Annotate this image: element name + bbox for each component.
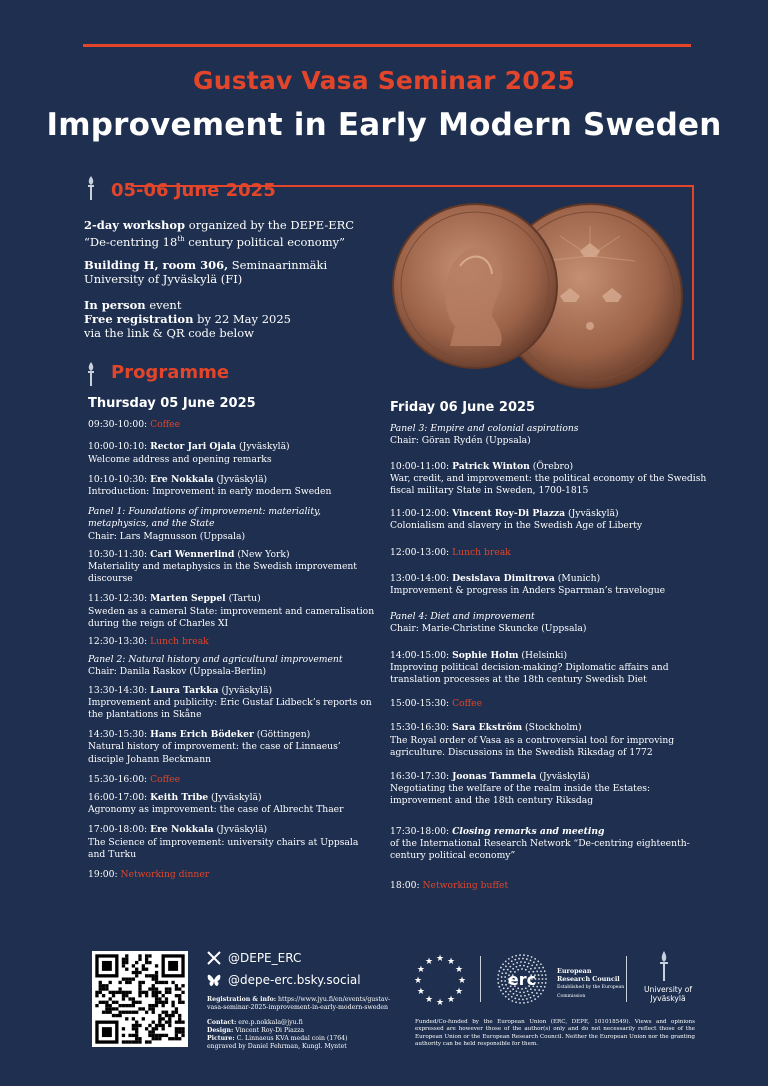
speaker-affiliation: (Helsinki)	[518, 649, 568, 661]
session-time: 18:00:	[390, 880, 420, 892]
programme-heading: Programme	[111, 362, 230, 383]
speaker-affiliation: (Jyväskylä)	[218, 684, 273, 696]
programme-item	[390, 547, 710, 559]
session-break: Coffee	[150, 419, 181, 431]
programme-item	[390, 650, 710, 687]
speaker-name: Joonas Tammela	[452, 771, 537, 783]
registration-text: by 22 May 2025	[193, 312, 291, 326]
svg-text:★: ★	[446, 956, 456, 967]
svg-text:★: ★	[446, 995, 456, 1006]
day2-column	[390, 402, 710, 900]
speaker-name: Ere Nokkala	[150, 824, 214, 836]
bluesky-handle[interactable]: @depe-erc.bsky.social	[228, 973, 361, 987]
talk-title: The Royal order of Vasa as a controversial tool for improving agriculture. Discussions in the Swedish Riksdag of 1772	[390, 734, 675, 758]
svg-text:★: ★	[416, 987, 425, 997]
programme-item	[88, 474, 378, 498]
session-time: 14:30-15:30:	[88, 729, 148, 741]
speaker-name: Marten Seppel	[150, 593, 226, 605]
session-time: 19:00:	[88, 869, 118, 881]
programme-item	[88, 636, 378, 648]
registration-info	[84, 298, 414, 340]
programme-item	[390, 722, 710, 759]
session-time: 12:30-13:30:	[88, 636, 148, 648]
torch-icon	[84, 361, 98, 387]
session-time: 10:00-11:00:	[390, 460, 450, 472]
speaker-affiliation: (Jyväskylä)	[208, 792, 262, 804]
speaker-name: Vincent Roy-Di Piazza	[452, 508, 566, 520]
erc-name	[557, 968, 627, 1000]
panel-chair: Chair: Marie-Christine Skuncke (Uppsala)	[390, 623, 587, 635]
programme-item	[390, 880, 710, 892]
session-time: 17:30-18:00:	[390, 825, 450, 837]
session-time: 11:00-12:00:	[390, 508, 450, 520]
speaker-affiliation: (Jyväskylä)	[213, 473, 268, 485]
talk-title: Natural history of improvement: the case of Linnaeus’ disciple Johann Beckmann	[88, 741, 341, 765]
speaker-affiliation: (Tartu)	[225, 593, 261, 605]
svg-text:★: ★	[435, 998, 445, 1008]
bluesky-butterfly-icon	[207, 974, 221, 987]
session-time: 16:00-17:00:	[88, 792, 148, 804]
day1-programme-list	[88, 419, 378, 881]
erc-line1: European	[557, 967, 592, 975]
panel-chair: Chair: Göran Rydén (Uppsala)	[390, 435, 531, 447]
erc-logo-icon	[492, 950, 552, 1008]
day1-column	[88, 398, 378, 887]
x-logo-icon	[207, 951, 221, 965]
session-time: 10:30-11:30:	[88, 548, 148, 560]
location-info	[84, 258, 414, 286]
talk-title: Agronomy as improvement: the case of Albrecht Thaer	[88, 804, 344, 816]
speaker-affiliation: (Jyväskylä)	[236, 441, 290, 453]
speaker-name: Laura Tarkka	[150, 684, 219, 696]
project-sup: th	[177, 235, 185, 243]
speaker-name: Carl Wennerlind	[150, 548, 235, 560]
talk-title: Improving political decision-making? Diplomatic affairs and translation processes at the 18th century Swedish Diet	[390, 661, 669, 686]
programme-item	[88, 729, 378, 766]
day2-heading: Friday 06 June 2025	[390, 400, 536, 415]
programme-panel	[88, 654, 378, 678]
programme-panel	[88, 506, 378, 543]
speaker-name: Ere Nokkala	[150, 473, 214, 485]
svg-text:★: ★	[435, 954, 445, 964]
programme-item	[390, 826, 710, 863]
talk-title: Colonialism and slavery in the Swedish Age of Liberty	[390, 520, 643, 532]
speaker-affiliation: (Jyväskylä)	[536, 771, 590, 783]
programme-item	[88, 441, 378, 465]
day2-programme-list	[390, 423, 710, 892]
panel-title: Panel 4: Diet and improvement	[390, 611, 535, 623]
seminar-series-title: Gustav Vasa Seminar 2025	[193, 66, 575, 95]
speaker-affiliation: (New York)	[234, 548, 290, 560]
svg-text:★: ★	[416, 965, 425, 975]
logo-divider	[480, 956, 481, 1002]
credits-text	[207, 1019, 397, 1051]
registration-qr-code[interactable]	[92, 951, 188, 1047]
panel-chair: Chair: Lars Magnusson (Uppsala)	[88, 530, 246, 542]
session-time: 15:30-16:00:	[88, 773, 148, 785]
programme-item	[88, 593, 378, 630]
svg-text:★: ★	[413, 976, 423, 986]
workshop-info	[84, 218, 414, 249]
programme-panel	[390, 423, 710, 447]
session-time: 13:30-14:30:	[88, 684, 148, 696]
speaker-name: Desislava Dimitrova	[452, 572, 555, 584]
svg-text:★: ★	[424, 995, 434, 1006]
project-name-end: century political economy”	[184, 234, 345, 249]
svg-text:★: ★	[424, 956, 434, 967]
page-title: Improvement in Early Modern Sweden	[46, 107, 722, 143]
programme-item	[88, 419, 378, 431]
workshop-label: 2-day workshop	[84, 218, 186, 232]
session-time: 10:10-10:30:	[88, 473, 148, 485]
talk-title: The Science of improvement: university chairs at Uppsala and Turku	[88, 836, 359, 860]
inperson-text: event	[145, 298, 182, 312]
picture-credit: C. Linnaeus KVA medal coin (1764)	[234, 1035, 348, 1042]
registration-link-text	[207, 996, 397, 1012]
talk-title: Introduction: Improvement in early modern Sweden	[88, 486, 332, 498]
speaker-affiliation: (Jyväskylä)	[213, 824, 268, 836]
session-time: 11:30-12:30:	[88, 593, 148, 605]
logo-divider	[626, 956, 627, 1002]
session-break: Networking dinner	[120, 869, 210, 881]
contact-email[interactable]: ere.p.nokkala@jyu.fi	[236, 1019, 303, 1026]
session-time: 15:00-15:30:	[390, 698, 450, 710]
programme-item	[390, 698, 710, 710]
project-name: “De-centring 18	[84, 234, 178, 249]
session-time: 09:30-10:00:	[88, 419, 148, 431]
top-rule	[83, 44, 691, 47]
eu-flag-stars-icon	[410, 950, 470, 1010]
university-torch-logo-icon	[657, 950, 671, 982]
torch-icon	[84, 175, 98, 201]
session-break: Coffee	[452, 698, 483, 710]
session-break: Lunch break	[452, 546, 511, 558]
speaker-affiliation: (Örebro)	[529, 460, 574, 472]
frame-rule-vertical	[692, 185, 694, 360]
design-credit: Vincent Roy-Di Piazza	[233, 1027, 305, 1034]
programme-item	[390, 573, 710, 597]
design-label: Design:	[207, 1027, 234, 1034]
eu-funding-disclaimer: Funded/Co-funded by the European Union (ERC, DEPE, 101018549). Views and opinions expressed are however those of the author(s) only and do not necessarily reflect those of the European Union or the European Research Council. Neither the European Union nor the granting authority can be held responsible for them.	[415, 1019, 695, 1047]
programme-item	[390, 771, 710, 808]
programme-panel	[390, 611, 710, 635]
talk-title: Improvement & progress in Anders Sparrman’s travelogue	[390, 585, 666, 597]
speaker-name: Hans Erich Bödeker	[150, 729, 254, 741]
inperson-label: In person	[84, 298, 146, 312]
svg-text:★: ★	[457, 976, 467, 986]
programme-item	[88, 549, 378, 586]
reg-label: Registration & info:	[207, 996, 277, 1003]
session-title: Closing remarks and meeting	[452, 825, 605, 837]
session-time: 16:30-17:30:	[390, 771, 450, 783]
programme-item	[88, 685, 378, 722]
speaker-affiliation: (Munich)	[554, 572, 601, 584]
speaker-affiliation: (Jyväskylä)	[565, 508, 619, 520]
location-line2: University of Jyväskylä (FI)	[84, 272, 243, 286]
medal-coin-image	[380, 196, 690, 396]
location-text: Seminaarinmäki	[228, 258, 328, 272]
picture-credit-line2: engraved by Daniel Fehrman, Kungl. Myntet	[207, 1043, 347, 1050]
programme-item	[88, 824, 378, 861]
programme-item	[88, 792, 378, 816]
session-time: 12:00-13:00:	[390, 546, 450, 558]
erc-line3: Established by the European Commission	[557, 985, 625, 999]
talk-title: Sweden as a cameral State: improvement and cameralisation during the reign of Charles XI	[88, 605, 375, 629]
picture-label: Picture:	[207, 1035, 235, 1042]
speaker-name: Rector Jari Ojala	[150, 441, 237, 453]
session-time: 15:30-16:30:	[390, 722, 450, 734]
session-time: 13:00-14:00:	[390, 572, 450, 584]
session-break: Networking buffet	[422, 880, 509, 892]
panel-title: Panel 1: Foundations of improvement: materiality, metaphysics, and the State	[88, 506, 321, 530]
svg-text:★: ★	[455, 987, 464, 997]
programme-item	[88, 774, 378, 786]
speaker-name: Sara Ekström	[452, 722, 523, 734]
speaker-name: Sophie Holm	[452, 649, 519, 661]
erc-line2: Research Council	[557, 974, 620, 983]
programme-item	[390, 461, 710, 498]
svg-text:★: ★	[455, 965, 464, 975]
programme-item	[390, 508, 710, 532]
location-label: Building H, room 306,	[84, 258, 229, 272]
talk-title: Welcome address and opening remarks	[88, 453, 272, 465]
registration-label: Free registration	[84, 312, 194, 326]
talk-title: Negotiating the welfare of the realm inside the Estates: improvement and the 18th century Riksdag	[390, 783, 651, 807]
day1-heading: Thursday 05 June 2025	[88, 396, 256, 411]
panel-title: Panel 3: Empire and colonial aspirations	[390, 423, 579, 435]
session-description: of the International Research Network “De-centring eighteenth-century political economy”	[390, 837, 690, 862]
university-name: University of Jyväskylä	[643, 985, 693, 1003]
session-break: Lunch break	[150, 636, 209, 648]
session-time: 17:00-18:00:	[88, 824, 148, 836]
x-handle[interactable]: @DEPE_ERC	[228, 951, 302, 965]
panel-title: Panel 2: Natural history and agricultural improvement	[88, 654, 343, 666]
talk-title: War, credit, and improvement: the political economy of the Swedish fiscal military State in Sweden, 1700-1815	[390, 472, 707, 497]
contact-label: Contact:	[207, 1019, 237, 1026]
talk-title: Improvement and publicity: Eric Gustaf Lidbeck’s reports on the plantations in Skåne	[88, 696, 372, 721]
event-date: 05-06 June 2025	[111, 180, 276, 201]
panel-chair: Chair: Danila Raskov (Uppsala-Berlin)	[88, 666, 267, 678]
speaker-affiliation: (Stockholm)	[522, 722, 582, 734]
session-time: 14:00-15:00:	[390, 649, 450, 661]
speaker-name: Keith Tribe	[150, 792, 209, 804]
talk-title: Materiality and metaphysics in the Swedish improvement discourse	[88, 561, 357, 585]
reg-url[interactable]: https://www.jyu.fi/en/events/gustav-vasa-seminar-2025-improvement-in-early-modern-sweden	[207, 996, 391, 1011]
speaker-affiliation: (Göttingen)	[253, 729, 311, 741]
session-time: 10:00-10:10:	[88, 441, 148, 453]
registration-line2: via the link & QR code below	[84, 326, 254, 340]
session-break: Coffee	[150, 773, 181, 785]
speaker-name: Patrick Winton	[452, 460, 530, 472]
erc-logo-text: erc	[507, 970, 537, 989]
programme-item	[88, 869, 378, 881]
workshop-text: organized by the DEPE-ERC	[185, 218, 355, 232]
